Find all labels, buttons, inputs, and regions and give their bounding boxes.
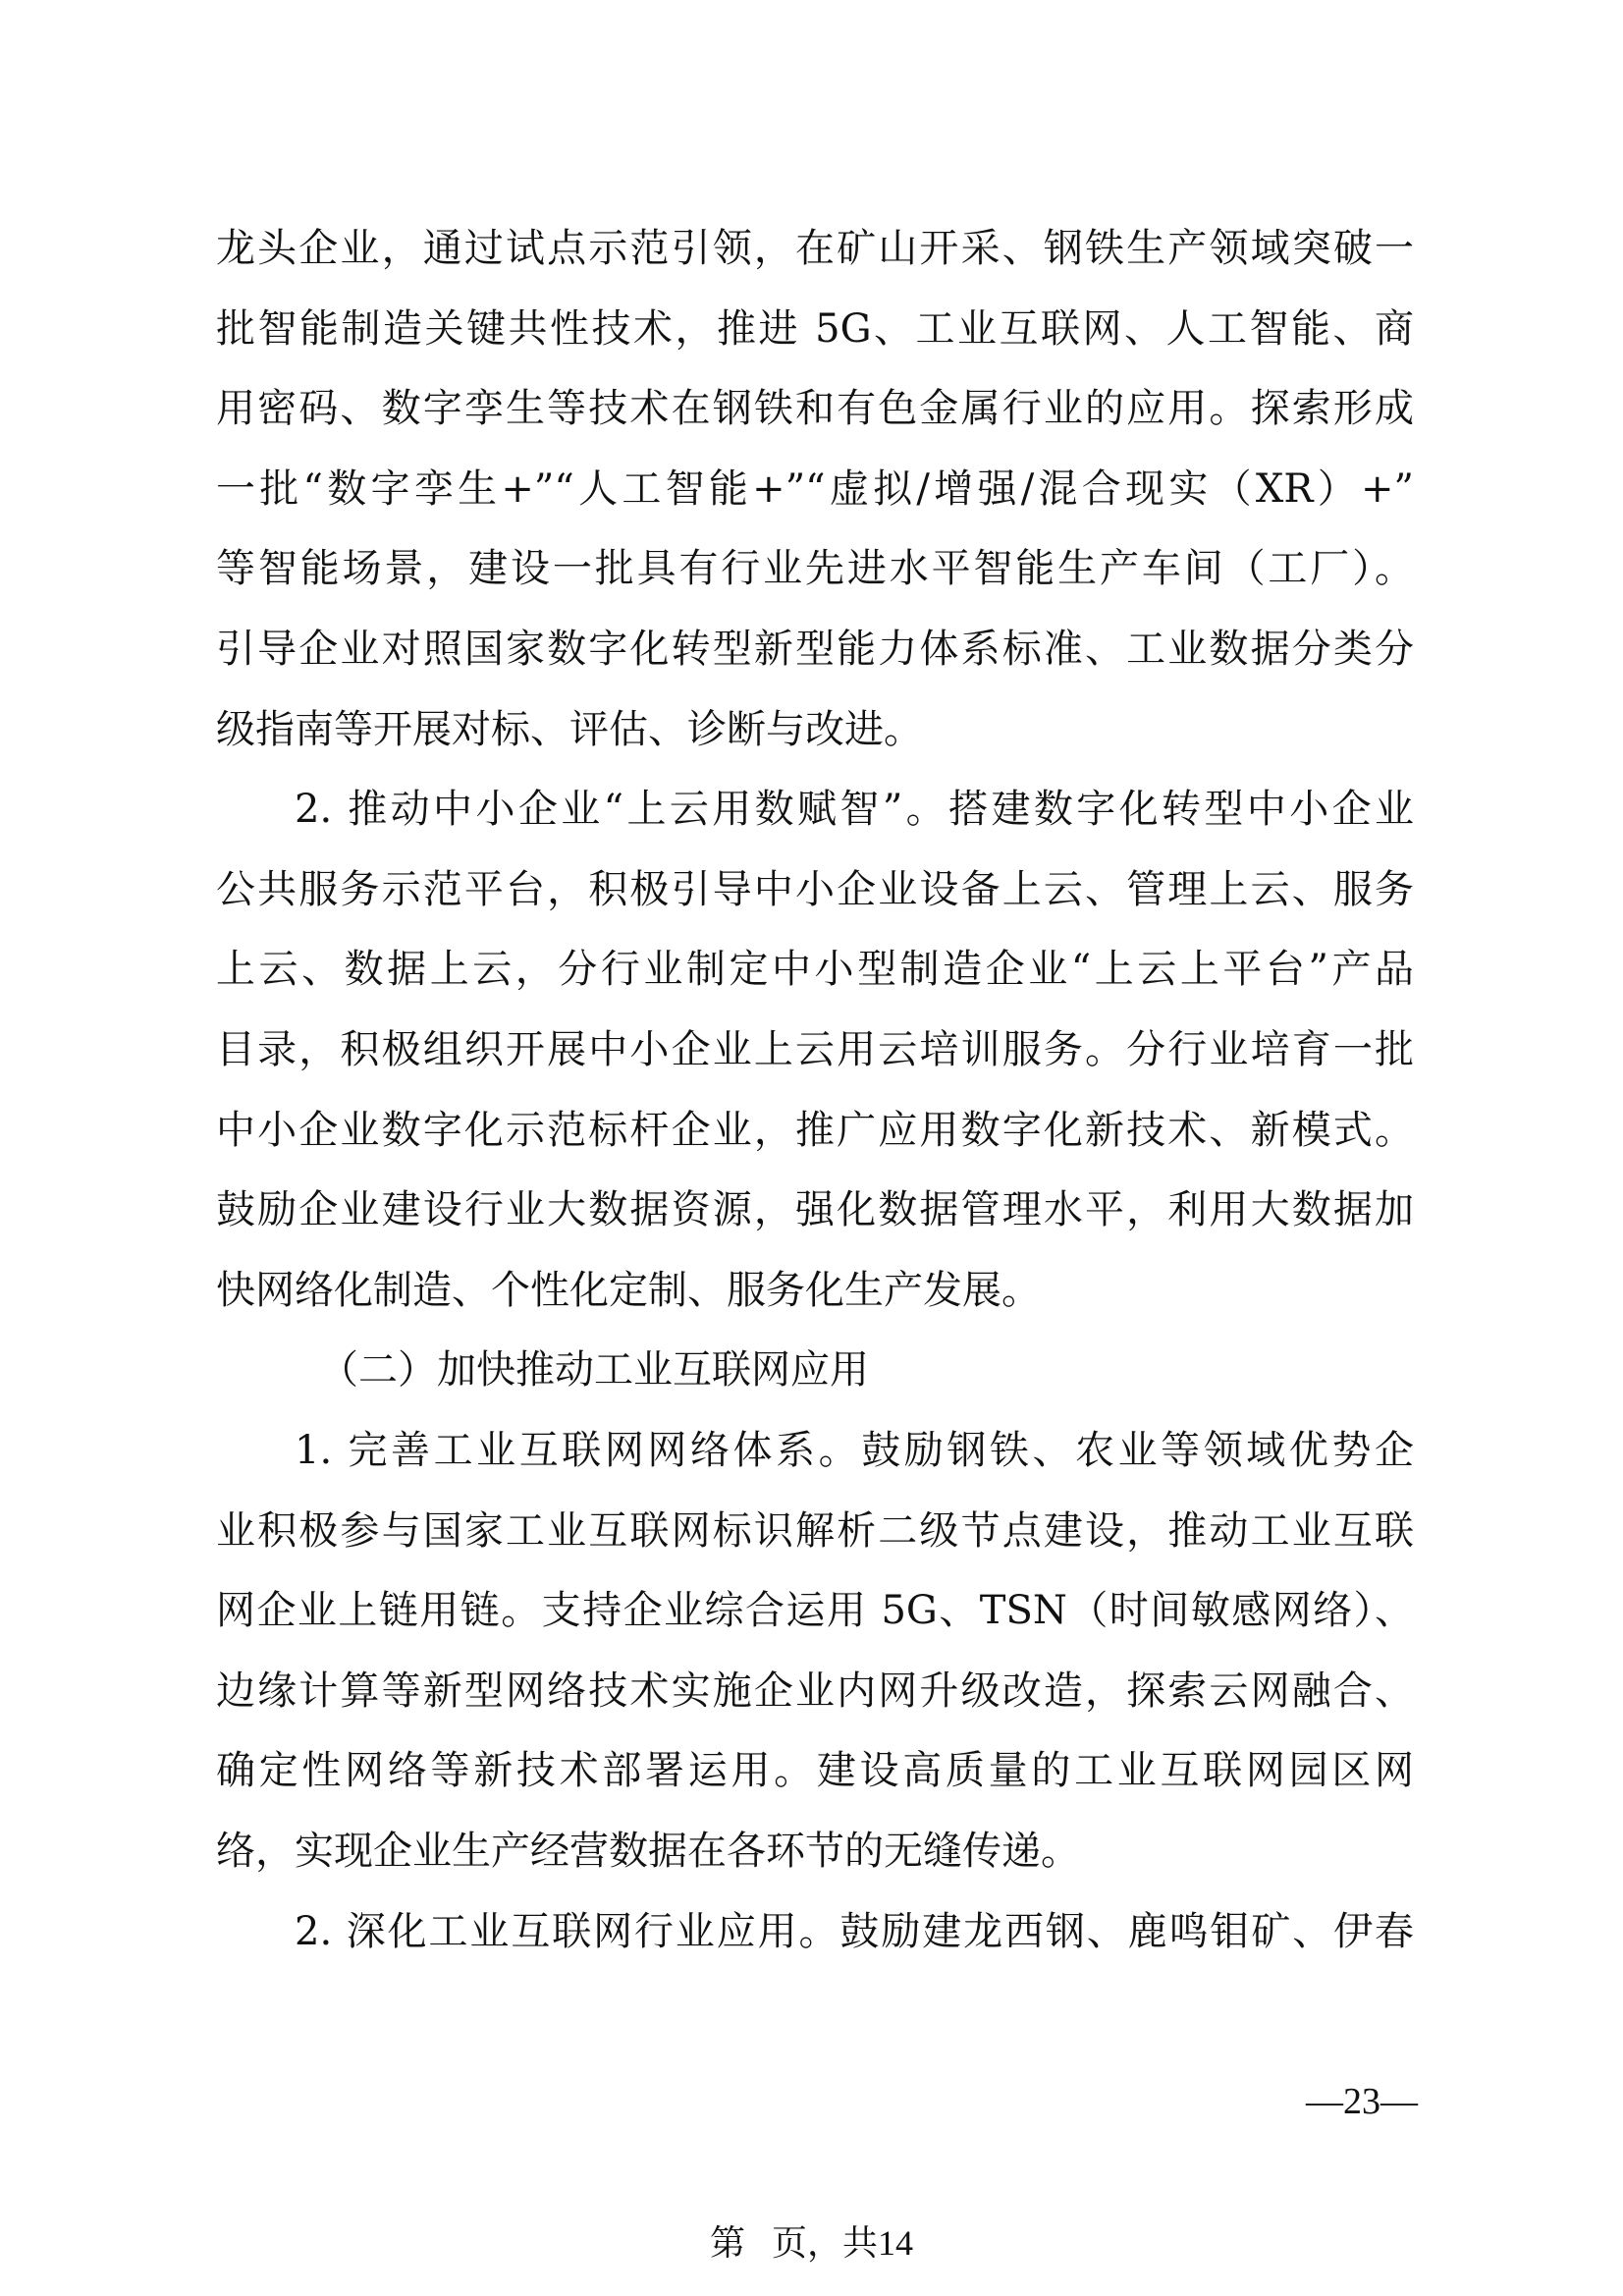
body-line-1: 龙头企业，通过试点示范引领，在矿山开采、钢铁生产领域突破一 — [216, 226, 1414, 271]
body-line-3: 用密码、数字孪生等技术在钢铁和有色金属行业的应用。探索形成 — [216, 386, 1414, 431]
body-line-9: 公共服务示范平台，积极引导中小企业设备上云、管理上云、服务 — [216, 867, 1414, 912]
body-line-13: 鼓励企业建设行业大数据资源，强化数据管理水平，利用大数据加 — [216, 1187, 1414, 1232]
body-line-17: 业积极参与国家工业互联网标识解析二级节点建设，推动工业互联 — [216, 1508, 1414, 1554]
body-line-6: 引导企业对照国家数字化转型新型能力体系标准、工业数据分类分 — [216, 627, 1414, 672]
paragraph-start-1: 1. 完善工业互联网网络体系。鼓励钢铁、农业等领域优势企 — [295, 1428, 1414, 1473]
body-line-12: 中小企业数字化示范标杆企业，推广应用数字化新技术、新模式。 — [216, 1108, 1414, 1153]
page-number: —23— — [1306, 2081, 1418, 2122]
body-line-21: 络，实现企业生产经营数据在各环节的无缝传递。 — [216, 1829, 1080, 1874]
paragraph-start-2b: 2. 深化工业互联网行业应用。鼓励建龙西钢、鹿鸣钼矿、伊春 — [295, 1909, 1414, 1954]
body-line-11: 目录，积极组织开展中小企业上云用云培训服务。分行业培育一批 — [216, 1027, 1414, 1072]
body-line-5: 等智能场景，建设一批具有行业先进水平智能生产车间（工厂）。 — [216, 546, 1414, 591]
body-line-7: 级指南等开展对标、评估、诊断与改进。 — [216, 707, 923, 752]
body-line-20: 确定性网络等新技术部署运用。建设高质量的工业互联网园区网 — [216, 1748, 1414, 1793]
body-line-19: 边缘计算等新型网络技术实施企业内网升级改造，探索云网融合、 — [216, 1668, 1414, 1714]
page-footer: 第 页，共14 — [709, 2223, 913, 2263]
body-line-4: 一批“数字孪生+”“人工智能+”“虚拟/增强/混合现实（XR）+” — [216, 466, 1414, 512]
body-line-14: 快网络化制造、个性化定制、服务化生产发展。 — [216, 1268, 1041, 1313]
paragraph-start-2: 2. 推动中小企业“上云用数赋智”。搭建数字化转型中小企业 — [295, 787, 1414, 832]
body-line-2: 批智能制造关键共性技术，推进 5G、工业互联网、人工智能、商 — [216, 306, 1414, 352]
body-line-10: 上云、数据上云，分行业制定中小型制造企业“上云上平台”产品 — [216, 947, 1414, 992]
section-heading: （二）加快推动工业互联网应用 — [319, 1347, 869, 1393]
body-line-18: 网企业上链用链。支持企业综合运用 5G、TSN（时间敏感网络）、 — [216, 1588, 1414, 1633]
